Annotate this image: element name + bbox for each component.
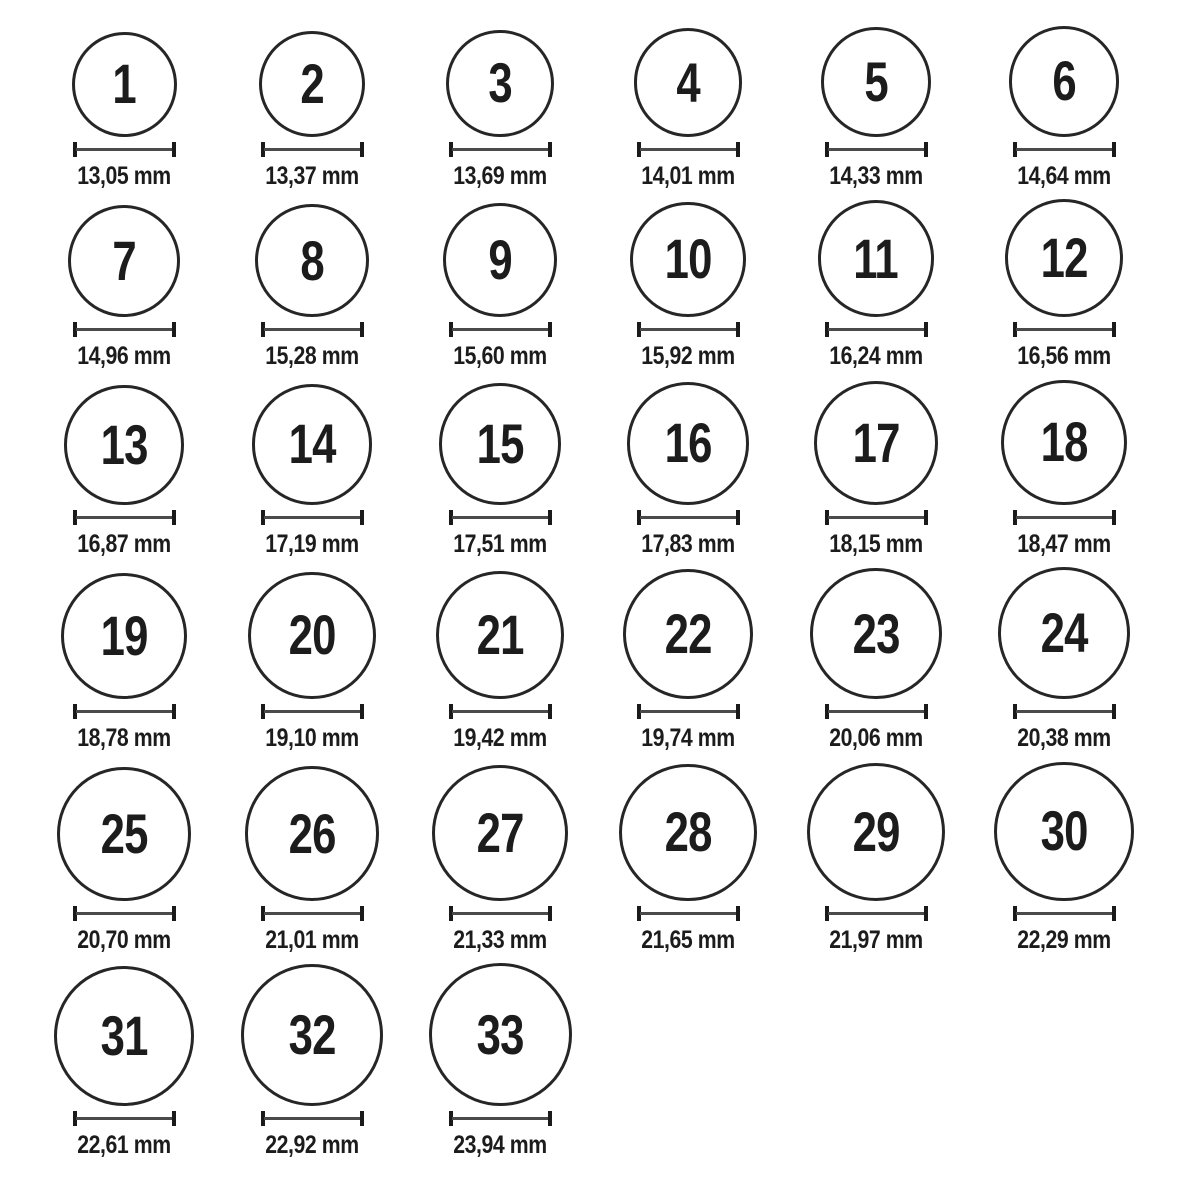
ring-number: 2 — [300, 51, 324, 115]
diameter-measure-line — [825, 510, 928, 525]
diameter-label: 20,70 mm — [77, 925, 171, 954]
ring-circle — [68, 205, 180, 317]
diameter-measure-line — [73, 142, 176, 157]
diameter-label: 13,37 mm — [265, 161, 359, 190]
ring-circle — [241, 964, 383, 1106]
ring-size-item — [429, 963, 572, 1158]
ring-number: 17 — [852, 410, 900, 474]
ring-circle — [72, 32, 177, 137]
ring-size-item — [1005, 199, 1123, 369]
measure-tick-right-icon — [1112, 906, 1116, 921]
measure-tick-right-icon — [924, 906, 928, 921]
diameter-measure-line — [449, 1111, 552, 1126]
ring-number: 6 — [1052, 49, 1076, 113]
ring-size-item — [818, 200, 935, 369]
ring-number: 1 — [112, 52, 136, 116]
ring-number: 3 — [488, 51, 512, 115]
measure-bar — [76, 1117, 173, 1120]
measure-bar — [828, 148, 925, 151]
ring-number: 9 — [488, 228, 512, 291]
diameter-label: 13,69 mm — [453, 161, 547, 190]
measure-bar — [76, 148, 173, 151]
diameter-measure-line — [73, 704, 176, 719]
diameter-measure-line — [637, 322, 740, 337]
measure-bar — [452, 328, 549, 331]
diameter-label: 19,10 mm — [265, 724, 359, 753]
measure-bar — [264, 912, 361, 915]
diameter-measure-line — [637, 142, 740, 157]
measure-tick-right-icon — [172, 510, 176, 525]
diameter-label: 21,33 mm — [453, 925, 547, 954]
ring-circle — [814, 381, 938, 505]
measure-bar — [264, 710, 361, 713]
ring-circle — [634, 28, 743, 137]
ring-circle — [255, 204, 368, 317]
measure-bar — [452, 710, 549, 713]
measure-tick-right-icon — [548, 322, 552, 337]
measure-tick-right-icon — [548, 704, 552, 719]
diameter-label: 13,05 mm — [77, 161, 171, 190]
diameter-measure-line — [1013, 322, 1116, 337]
measure-tick-right-icon — [736, 906, 740, 921]
diameter-label: 21,01 mm — [265, 925, 359, 954]
measure-tick-right-icon — [172, 704, 176, 719]
diameter-measure-line — [73, 510, 176, 525]
diameter-measure-line — [825, 704, 928, 719]
measure-tick-right-icon — [1112, 510, 1116, 525]
diameter-label: 19,74 mm — [641, 724, 735, 753]
ring-number: 4 — [676, 50, 700, 114]
diameter-label: 15,92 mm — [641, 342, 735, 371]
ring-size-item — [257, 31, 367, 189]
measure-bar — [828, 516, 925, 519]
measure-tick-right-icon — [172, 1111, 176, 1126]
measure-bar — [452, 148, 549, 151]
measure-bar — [640, 148, 737, 151]
diameter-label: 22,92 mm — [265, 1131, 359, 1160]
diameter-measure-line — [637, 906, 740, 921]
ring-number: 7 — [112, 229, 136, 293]
measure-tick-right-icon — [548, 510, 552, 525]
ring-number: 8 — [300, 228, 324, 292]
ring-number: 5 — [864, 50, 888, 114]
measure-tick-right-icon — [1112, 142, 1116, 157]
measure-tick-right-icon — [924, 510, 928, 525]
measure-tick-right-icon — [924, 142, 928, 157]
diameter-measure-line — [449, 322, 552, 337]
diameter-measure-line — [1013, 142, 1116, 157]
ring-circle — [1009, 26, 1120, 137]
ring-number: 11 — [853, 226, 899, 290]
measure-tick-right-icon — [548, 1111, 552, 1126]
ring-circle — [61, 573, 187, 699]
ring-size-item — [633, 28, 743, 189]
ring-size-item — [1009, 26, 1120, 189]
diameter-label: 20,38 mm — [1017, 724, 1111, 753]
diameter-measure-line — [261, 322, 364, 337]
ring-number: 28 — [664, 800, 712, 864]
diameter-measure-line — [261, 906, 364, 921]
diameter-label: 16,87 mm — [77, 529, 171, 558]
diameter-measure-line — [261, 510, 364, 525]
measure-tick-right-icon — [736, 704, 740, 719]
measure-tick-right-icon — [736, 510, 740, 525]
ring-size-item — [432, 765, 568, 953]
ring-size-item — [248, 572, 376, 752]
diameter-label: 17,19 mm — [265, 529, 359, 558]
measure-bar — [1016, 148, 1113, 151]
ring-circle — [619, 764, 756, 901]
measure-bar — [264, 516, 361, 519]
measure-bar — [828, 328, 925, 331]
measure-tick-right-icon — [736, 142, 740, 157]
ring-number: 20 — [288, 603, 336, 667]
ring-number: 18 — [1040, 410, 1088, 474]
measure-bar — [640, 710, 737, 713]
ring-size-item — [439, 383, 561, 557]
measure-bar — [1016, 516, 1113, 519]
measure-bar — [640, 516, 737, 519]
ring-circle — [1001, 380, 1126, 505]
diameter-measure-line — [637, 704, 740, 719]
measure-tick-right-icon — [360, 322, 364, 337]
diameter-label: 17,51 mm — [453, 529, 547, 558]
ring-number: 19 — [100, 604, 148, 668]
ring-number: 10 — [664, 227, 712, 291]
measure-tick-right-icon — [548, 142, 552, 157]
diameter-measure-line — [261, 1111, 364, 1126]
ring-size-item — [69, 32, 179, 189]
measure-tick-right-icon — [548, 906, 552, 921]
ring-circle — [57, 767, 191, 901]
ring-size-item — [1001, 380, 1126, 557]
measure-tick-right-icon — [1112, 322, 1116, 337]
measure-bar — [1016, 328, 1113, 331]
ring-number: 33 — [476, 1002, 524, 1066]
ring-circle — [429, 963, 572, 1106]
measure-bar — [452, 516, 549, 519]
ring-size-item — [252, 384, 372, 557]
diameter-measure-line — [261, 142, 364, 157]
measure-tick-right-icon — [172, 142, 176, 157]
ring-circle — [446, 30, 553, 137]
ring-size-item — [57, 767, 191, 953]
diameter-measure-line — [449, 510, 552, 525]
ring-size-item — [994, 762, 1133, 954]
measure-bar — [828, 912, 925, 915]
ring-number: 12 — [1040, 226, 1088, 290]
measure-tick-right-icon — [1112, 704, 1116, 719]
ring-number: 21 — [476, 602, 524, 666]
ring-circle — [821, 27, 931, 137]
ring-size-item — [821, 27, 931, 189]
diameter-measure-line — [1013, 704, 1116, 719]
diameter-measure-line — [1013, 510, 1116, 525]
ring-size-item — [436, 571, 565, 752]
diameter-label: 22,29 mm — [1017, 925, 1111, 954]
diameter-measure-line — [825, 322, 928, 337]
ring-circle — [1005, 199, 1123, 317]
ring-size-item — [68, 205, 180, 369]
measure-tick-right-icon — [360, 142, 364, 157]
measure-bar — [76, 912, 173, 915]
measure-tick-right-icon — [360, 906, 364, 921]
ring-circle — [627, 382, 750, 505]
ring-size-item — [61, 573, 187, 752]
measure-bar — [452, 1117, 549, 1120]
diameter-measure-line — [1013, 906, 1116, 921]
diameter-measure-line — [825, 142, 928, 157]
ring-size-item — [245, 766, 380, 953]
measure-bar — [264, 148, 361, 151]
diameter-label: 21,97 mm — [829, 925, 923, 954]
ring-number: 13 — [100, 413, 148, 477]
ring-circle — [998, 567, 1130, 699]
diameter-label: 16,24 mm — [829, 342, 923, 371]
diameter-measure-line — [825, 906, 928, 921]
measure-tick-right-icon — [924, 322, 928, 337]
diameter-label: 20,06 mm — [829, 724, 923, 753]
diameter-label: 18,15 mm — [829, 529, 923, 558]
ring-size-item — [623, 569, 753, 751]
diameter-label: 17,83 mm — [641, 529, 735, 558]
diameter-label: 14,01 mm — [641, 161, 735, 190]
measure-bar — [828, 710, 925, 713]
diameter-measure-line — [449, 906, 552, 921]
ring-circle — [64, 385, 183, 504]
ring-circle — [810, 568, 941, 699]
ring-circle — [807, 763, 945, 901]
ring-number: 26 — [288, 801, 336, 865]
diameter-label: 18,78 mm — [77, 724, 171, 753]
ring-number: 23 — [852, 601, 900, 665]
diameter-measure-line — [449, 704, 552, 719]
measure-bar — [76, 328, 173, 331]
ring-circle — [432, 765, 568, 901]
ring-size-item — [64, 385, 183, 557]
ring-circle — [436, 571, 565, 700]
ring-size-grid — [30, 0, 1200, 1158]
ring-circle — [252, 384, 372, 504]
ring-size-item — [814, 381, 938, 557]
ring-number: 24 — [1040, 601, 1088, 665]
diameter-label: 16,56 mm — [1017, 342, 1111, 371]
ring-circle — [54, 966, 195, 1107]
ring-number: 14 — [288, 412, 336, 476]
measure-tick-right-icon — [360, 1111, 364, 1126]
diameter-label: 15,60 mm — [453, 342, 547, 371]
measure-tick-right-icon — [172, 906, 176, 921]
diameter-measure-line — [449, 142, 552, 157]
ring-size-item — [807, 763, 945, 954]
ring-size-item — [619, 764, 756, 953]
ring-circle — [630, 202, 746, 318]
diameter-label: 22,61 mm — [77, 1131, 171, 1160]
ring-number: 27 — [476, 801, 524, 864]
measure-bar — [640, 328, 737, 331]
diameter-label: 21,65 mm — [641, 925, 735, 954]
ring-number: 22 — [664, 602, 712, 666]
diameter-measure-line — [73, 906, 176, 921]
ring-circle — [623, 569, 753, 699]
ring-size-item — [241, 964, 383, 1158]
measure-bar — [76, 710, 173, 713]
diameter-label: 14,96 mm — [77, 342, 171, 371]
ring-size-item — [255, 204, 368, 370]
ring-size-item — [627, 382, 750, 557]
ring-number: 30 — [1040, 799, 1088, 863]
ring-size-item — [998, 567, 1130, 752]
ring-size-item — [630, 202, 746, 370]
measure-bar — [1016, 710, 1113, 713]
diameter-label: 23,94 mm — [453, 1131, 547, 1160]
ring-circle — [439, 383, 561, 505]
measure-bar — [264, 328, 361, 331]
ring-circle — [248, 572, 376, 700]
diameter-measure-line — [261, 704, 364, 719]
ring-circle — [443, 203, 558, 318]
diameter-measure-line — [73, 322, 176, 337]
ring-size-item — [445, 30, 555, 190]
measure-bar — [640, 912, 737, 915]
ring-number: 16 — [664, 411, 712, 475]
measure-bar — [452, 912, 549, 915]
ring-circle — [259, 31, 365, 137]
measure-bar — [264, 1117, 361, 1120]
ring-number: 31 — [100, 1003, 148, 1067]
measure-tick-right-icon — [736, 322, 740, 337]
measure-bar — [76, 516, 173, 519]
ring-circle — [818, 200, 935, 317]
ring-number: 25 — [100, 802, 148, 866]
diameter-label: 18,47 mm — [1017, 529, 1111, 558]
diameter-label: 14,64 mm — [1017, 161, 1111, 190]
ring-size-item — [443, 203, 558, 370]
ring-circle — [994, 762, 1133, 901]
ring-number: 32 — [288, 1003, 336, 1067]
ring-size-item — [810, 568, 941, 751]
diameter-label: 19,42 mm — [453, 724, 547, 753]
diameter-label: 14,33 mm — [829, 161, 923, 190]
measure-tick-right-icon — [172, 322, 176, 337]
diameter-measure-line — [73, 1111, 176, 1126]
ring-number: 29 — [852, 799, 900, 863]
measure-bar — [1016, 912, 1113, 915]
ring-circle — [245, 766, 380, 901]
measure-tick-right-icon — [924, 704, 928, 719]
measure-tick-right-icon — [360, 704, 364, 719]
measure-tick-right-icon — [360, 510, 364, 525]
diameter-label: 15,28 mm — [265, 342, 359, 371]
diameter-measure-line — [637, 510, 740, 525]
ring-number: 15 — [476, 411, 524, 475]
ring-size-item — [54, 966, 195, 1159]
